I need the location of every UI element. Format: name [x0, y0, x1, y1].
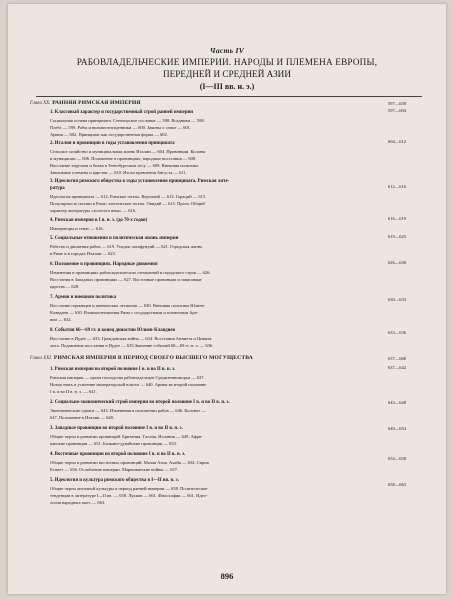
section-desc-line: лиса. Подавление восстания в Иудее — 635.Значение событий 68—69 гг. н. э. — 636. — [50, 343, 214, 348]
section-desc-line: Восстания в Западных провинциях — 627. Восточные провинции и зависимые — [50, 277, 202, 282]
section-title: 1. Римская империя во второй половине I в. и во II в. н. э. — [50, 367, 176, 372]
section-title: 5. Социальные отношения и политическая жизнь империи — [50, 236, 179, 241]
section-title: 3. Западные провинции во второй половине I в. и во II в. н. э. — [50, 426, 183, 431]
section-desc-line: логия народных масс — 663. — [50, 500, 106, 505]
section-title: 6. Положение в провинциях. Народные движения — [50, 262, 158, 267]
section-pages: 654—658 — [388, 456, 406, 461]
section-pages: 630—633 — [388, 297, 406, 302]
section-desc-line: Клавдиев — 630. Взаимоотношения Рима с государствами и племенами Ара- — [50, 310, 199, 315]
chapter-21-pages: 637—668 — [388, 356, 406, 361]
section-desc-line: в Риме и в городах Италии — 623. — [50, 251, 116, 256]
section-desc-line: Зависимые племена и царства — 610. Итоги правления Августа — 611. — [50, 170, 187, 175]
section-pages: 643—648 — [388, 400, 406, 405]
section-pages: 658—663 — [388, 482, 406, 487]
section-pages: 633—636 — [388, 330, 406, 335]
section-title: 3. Идеология римского общества в годы установления принципата. Римская лите- — [50, 179, 230, 184]
section-desc-line: царства — 628. — [50, 284, 80, 289]
section-pages: 612—616 — [388, 184, 406, 189]
chapter-20-pages: 597—638 — [388, 101, 406, 106]
chapter-20-title: РАННЯЯ РИМСКАЯ ИМПЕРИЯ — [52, 100, 141, 106]
section-desc-line: Армия — 602. Принципат как государственная форма — 602. — [50, 132, 168, 137]
section-desc-line: характер литературы «золотого века» — 616. — [50, 208, 137, 213]
section-title: 4. Восточные провинции во второй половине I в. и во II в. н. э. — [50, 452, 186, 457]
chapter-21-label: Глава XXI. — [30, 356, 53, 361]
section-title: 2. Италия и провинции в годы установления принципата — [50, 141, 175, 146]
section-desc-line: Римская империя — орган господства рабовладельцев Средиземноморья — 637. — [50, 375, 205, 380]
section-desc-line: Новая знать и усиление императорской власти — 640. Армия во второй половине — [50, 382, 207, 387]
section-desc-line: тенденции в литературе I—II вв. — 658. Лукиан — 661. Философия — 661. Идео- — [50, 493, 208, 498]
section-title: 8. События 66—69 гг. и конец династии Юлиев-Клавдиев — [50, 328, 176, 333]
section-desc-line: Восстание германцев и паннонских легионов — 630. Внешняя политика Юлиев- — [50, 303, 206, 308]
section-desc-line: Общие черты античной культуры в период ранней империи — 658. Политические — [50, 486, 208, 491]
section-desc-line: Идеология принципата — 612. Римские поэты. Вергилий — 613. Гораций — 615. — [50, 194, 207, 199]
section-pages: 637—642 — [388, 365, 406, 370]
section-title: 5. Идеология и культура римского общества в I—II вв. н. э. — [50, 478, 179, 483]
section-pages: 619—625 — [388, 234, 406, 239]
part-title-line-1: РАБОВЛАДЕЛЬЧЕСКИЕ ИМПЕРИИ. НАРОДЫ И ПЛЕМЕНА ЕВРОПЫ, — [76, 57, 378, 67]
section-pages: 649—654 — [388, 426, 406, 431]
chapter-20-heading — [30, 101, 141, 106]
section-desc-line: Общие черты в развитии восточных провинций. Малая Азия. Ахайя — 654. Сирия — [50, 460, 209, 465]
section-desc-line: Социальная основа принципата. Сенаторское сословие — 598. Всадники — 598. — [50, 118, 205, 123]
section-title: 7. Армия и внешняя политика — [50, 295, 117, 300]
section-desc-line: Восстание в Иудее — 633. Гражданская война — 634. Восстания Анниета и Цивиля — [50, 336, 212, 341]
section-pages: 626—630 — [388, 260, 406, 265]
section-title: 2. Социально-экономический строй империи во второй половине I в. и во II в. н. э. — [50, 400, 230, 405]
section-desc-line: канские провинции — 651. Балкано-дунайские провинции — 653. — [50, 441, 177, 446]
section-desc-line: I в. и во II в. н. э. — 641. — [50, 389, 97, 394]
section-pages: 597—604 — [388, 108, 406, 113]
section-desc-line: Сельское хозяйство и муниципальная жизнь Италии — 604. Провинции. Колоны — [50, 149, 206, 154]
chapter-20-label: Глава XX. — [30, 101, 51, 106]
section-title: 1. Классовый характер и государственный строй ранней империи — [50, 110, 194, 115]
section-desc-line: Плебс — 599. Рабы и вольноотпущенники — 600. Законы о семье — 601. — [50, 125, 192, 130]
page-number: 896 — [220, 571, 234, 581]
book-page — [8, 4, 446, 594]
section-title-cont: ратура — [50, 186, 65, 191]
section-desc-line: Популярность поэзии в Риме; элегические поэты. Овидий — 615. Проза. Общий — [50, 201, 205, 206]
section-pages: 616—619 — [388, 216, 406, 221]
part-heading: Часть IV — [209, 46, 245, 55]
section-desc-line: Общие черты в развитии провинций. Британия. Галлия. Испания — 649. Афри- — [50, 434, 203, 439]
section-desc-line: Изменения в провинциях рабовладельческих отношений и городского строя — 626. — [50, 270, 211, 275]
section-desc-line: вии — 632. — [50, 317, 72, 322]
section-desc-line: и муниципии — 606. Положение в провинциях; народные восстания — 608. — [50, 156, 197, 161]
part-title-dates: (I—III вв. н. э.) — [199, 82, 255, 91]
part-title-line-2: ПЕРЕДНЕЙ И СРЕДНЕЙ АЗИИ — [163, 69, 291, 79]
section-desc-line: 647. Положение в Италии — 648. — [50, 415, 115, 420]
section-desc-line: Восстание херусков и битва в Тевтобургском лесу — 609. Внешняя политика. — [50, 163, 199, 168]
section-desc-line: Рабство и движения рабов — 619. Упадок латифундий — 621. Городская жизнь — [50, 244, 203, 249]
section-desc-line: Египет — 656. Ослабление империи. Маркоманские войны — 657. — [50, 467, 179, 472]
chapter-21-title: РИМСКАЯ ИМПЕРИЯ В ПЕРИОД СВОЕГО ВЫСШЕГО МОГУЩЕСТВА — [53, 355, 253, 361]
section-desc-line: Императоры и сенат — 616. — [50, 226, 104, 231]
chapter-21-heading — [30, 356, 253, 361]
section-desc-line: Экономические сдвиги — 643. Изменения в положении рабов — 646. Колонат — — [50, 408, 206, 413]
header-rule — [36, 96, 422, 97]
section-pages: 604—612 — [388, 139, 406, 144]
section-title: 4. Римская империя в I в. н. э. (до 70-х годов) — [50, 218, 148, 223]
